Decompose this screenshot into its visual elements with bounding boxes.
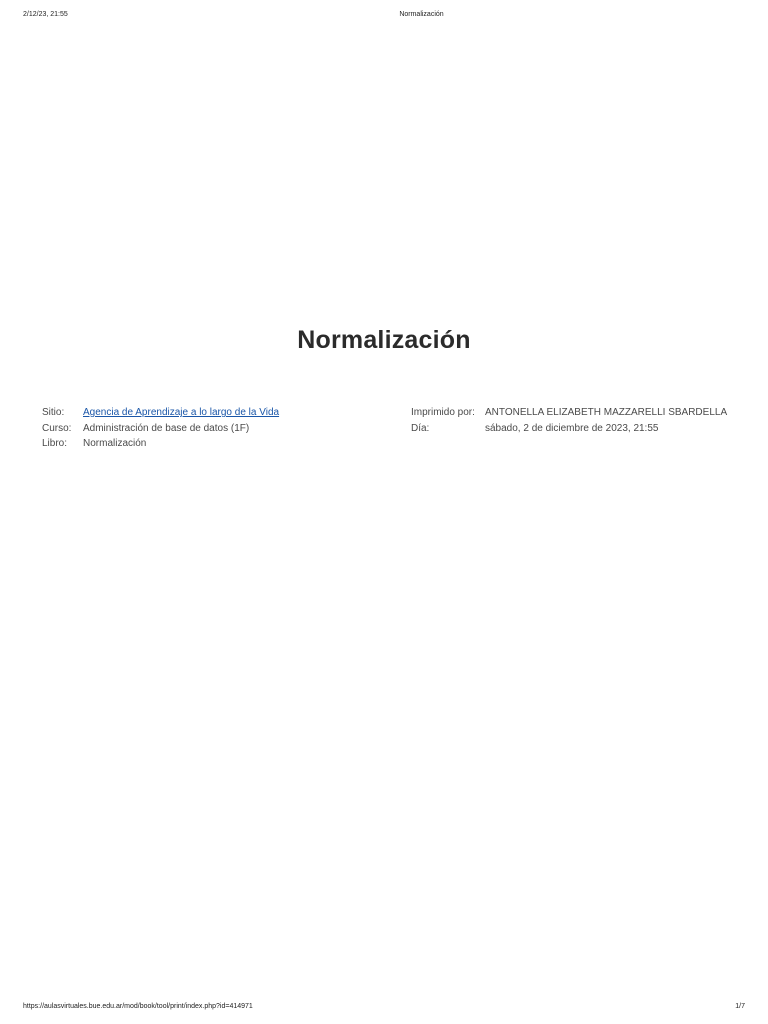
printed-by-label: Imprimido por: (411, 407, 475, 418)
day-value: sábado, 2 de diciembre de 2023, 21:55 (485, 422, 659, 434)
printed-by-row (411, 405, 727, 421)
site-label: Sitio: (42, 407, 65, 418)
print-page-number: 1/7 (735, 1003, 745, 1010)
site-link[interactable]: Agencia de Aprendizaje a lo largo de la Vida (83, 407, 280, 418)
print-datetime: 2/12/23, 21:55 (23, 11, 68, 18)
day-row (411, 421, 727, 437)
course-row (42, 421, 279, 437)
book-row (42, 436, 279, 452)
book-info-left (42, 405, 279, 452)
day-label: Día: (411, 422, 430, 434)
book-title: Normalización (297, 326, 471, 354)
course-value: Administración de base de datos (1F) (83, 422, 250, 434)
printed-by-value: ANTONELLA ELIZABETH MAZZARELLI SBARDELLA (485, 407, 728, 418)
print-url: https://aulasvirtuales.bue.edu.ar/mod/book/tool/print/index.php?id=414971 (23, 1003, 253, 1010)
book-info-right (411, 405, 727, 436)
site-row (42, 405, 279, 421)
book-value: Normalización (83, 438, 147, 449)
print-page-title: Normalización (399, 11, 444, 18)
course-label: Curso: (42, 422, 72, 434)
book-label: Libro: (42, 438, 68, 449)
